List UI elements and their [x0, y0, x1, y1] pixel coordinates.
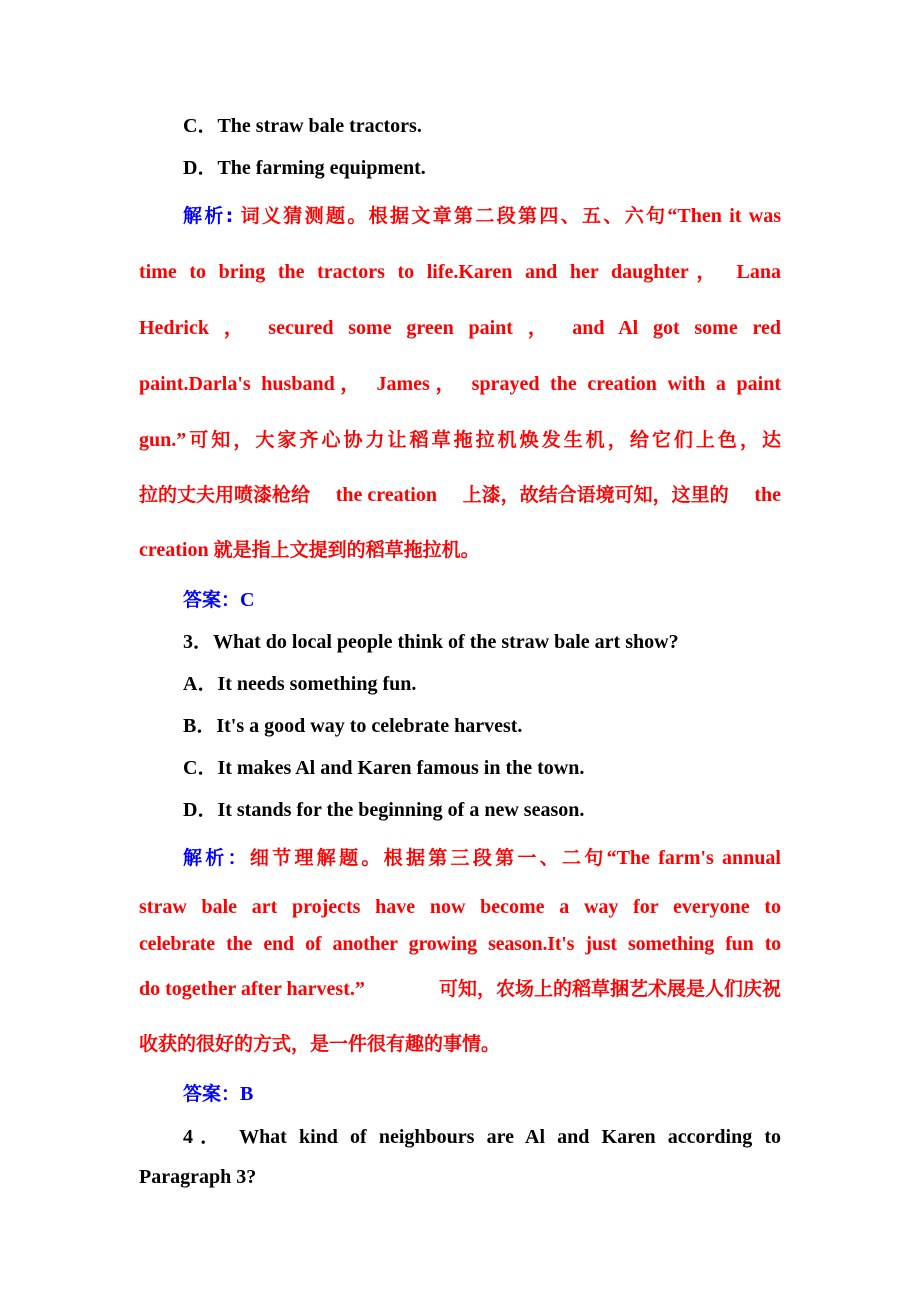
- analysis-line: do together after harvest.” 可知，农场上的稻草捆艺术展是人们庆祝: [139, 978, 781, 1000]
- option-b: B．It's a good way to celebrate harvest.: [183, 715, 523, 737]
- answer-line: 答案：B: [183, 1083, 254, 1105]
- question-text: 3．What do local people think of the straw bale art show?: [183, 631, 679, 653]
- analysis-line: 解析：细节理解题。根据第三段第一、二句“The farm's annual: [183, 847, 781, 869]
- analysis-label: 解析:: [183, 205, 234, 227]
- analysis-line: 收获的很好的方式，是一件很有趣的事情。: [139, 1033, 501, 1055]
- question-text: Paragraph 3?: [139, 1166, 257, 1188]
- answer-value: C: [240, 589, 255, 611]
- analysis-label: 解析：: [183, 847, 250, 869]
- analysis-line: 拉的丈夫用喷漆枪给 the creation 上漆，故结合语境可知，这里的 the: [139, 484, 781, 506]
- question-text: 4． What kind of neighbours are Al and Karen according to: [183, 1126, 781, 1148]
- option-c: C．It makes Al and Karen famous in the town.: [183, 757, 585, 779]
- analysis-line: celebrate the end of another growing season.It's just something fun to: [139, 933, 781, 955]
- option-c: C．The straw bale tractors.: [183, 115, 422, 137]
- analysis-line: straw bale art projects have now become a way for everyone to: [139, 896, 781, 918]
- analysis-line: 解析: 词义猜测题。根据文章第二段第四、五、六句“Then it was: [183, 205, 781, 227]
- analysis-line: gun.”可知，大家齐心协力让稻草拖拉机焕发生机，给它们上色，达: [139, 429, 781, 451]
- answer-line: 答案：C: [183, 589, 255, 611]
- analysis-line: creation 就是指上文提到的稻草拖拉机。: [139, 539, 480, 561]
- option-d: D．It stands for the beginning of a new season.: [183, 799, 585, 821]
- answer-value: B: [240, 1083, 254, 1105]
- analysis-line: time to bring the tractors to life.Karen and her daughter， Lana: [139, 261, 781, 283]
- option-a: A．It needs something fun.: [183, 673, 417, 695]
- analysis-line: paint.Darla's husband， James， sprayed the creation with a paint: [139, 373, 781, 395]
- option-d: D．The farming equipment.: [183, 157, 426, 179]
- analysis-line: Hedrick ， secured some green paint ， and Al got some red: [139, 317, 781, 339]
